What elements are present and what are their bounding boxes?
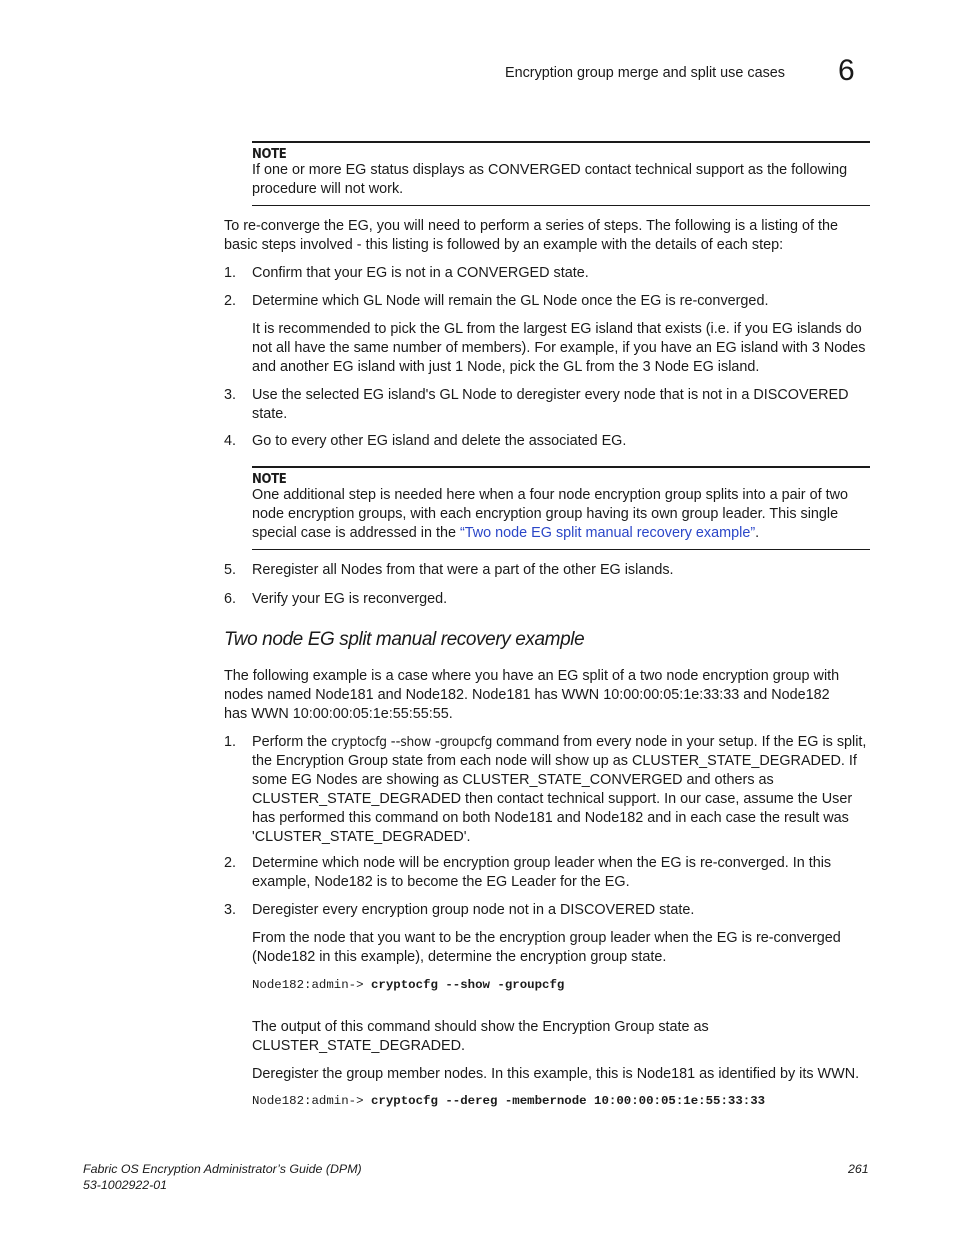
section-intro: The following example is a case where you have an EG split of a two node encryption group with nodes named Node181 and Node182. Node181 has WWN 10:00:00:05:1e:33:33 and Node182 has WWN 10:00:00:05:1e:55:55:55.: [224, 668, 840, 722]
step-detail: It is recommended to pick the GL from the largest EG island that exists (i.e. if you EG islands do not all have the same number of members). For example, if you have an EG island with 3 Nodes and another EG island with just 1 Node, pick the GL from the 3 Node EG island.: [252, 321, 866, 375]
code-prompt: Node182:admin->: [252, 1094, 371, 1108]
cross-reference-link[interactable]: “Two node EG split manual recovery example”: [459, 525, 756, 541]
step-number: 3.: [224, 902, 237, 918]
code-block: [252, 1093, 765, 1109]
note-text-after: .: [755, 525, 760, 541]
step-detail: Deregister the group member nodes. In this example, this is Node181 as identified by its WWN.: [252, 1066, 860, 1082]
note-label: NOTE: [252, 472, 287, 487]
step-detail: The output of this command should show the Encryption Group state as CLUSTER_STATE_DEGRADED.: [252, 1019, 709, 1054]
step-number: 5.: [224, 562, 237, 578]
note-label: NOTE: [252, 147, 287, 162]
code-block: [252, 977, 564, 993]
command-name: cryptocfg: [331, 734, 387, 750]
step-number: 2.: [224, 293, 237, 309]
footer-doc-number: 53-1002922-01: [83, 1178, 168, 1192]
step-text: Verify your EG is reconverged.: [252, 591, 448, 607]
code-prompt: Node182:admin->: [252, 978, 371, 992]
code-command: cryptocfg --show -groupcfg: [370, 978, 565, 992]
command-option: show: [400, 734, 431, 750]
step-number: 3.: [224, 387, 237, 403]
step-text: Deregister every encryption group node not in a DISCOVERED state.: [252, 902, 695, 918]
step-detail: From the node that you want to be the encryption group leader when the EG is re-converged (Node182 in this example), determine the encryption group state.: [252, 930, 841, 965]
note-top-rule: [252, 141, 870, 143]
note-bottom-rule: [252, 549, 870, 550]
step-text-post: command from every node in your setup. If the EG is split, the Encryption Group state from each node will show up as CLUSTER_STATE_DEGRADED. If some EG Nodes are showing as CLUSTER_STATE_CONVERGED and others as CLUSTER_STATE_DEGRADED then contact technical support. In our case, assume the User has performed this command on both Node181 and Node182 and in each case the result was 'CLUSTER_STATE_DEGRADED'.: [252, 734, 867, 845]
page-number: 261: [848, 1162, 869, 1176]
step-text: [252, 733, 870, 847]
running-header-title: Encryption group merge and split use cases: [505, 65, 785, 81]
step-number: 6.: [224, 591, 237, 607]
step-text-pre: Perform the: [252, 734, 332, 750]
command-dash: -: [431, 734, 440, 750]
step-number: 1.: [224, 265, 237, 281]
command-option: groupcfg: [439, 734, 493, 750]
step-text: Reregister all Nodes from that were a part of the other EG islands.: [252, 562, 674, 578]
step-text: Go to every other EG island and delete the associated EG.: [252, 433, 627, 449]
step-text: Determine which node will be encryption group leader when the EG is re-converged. In this example, Node182 is to become the EG Leader for the EG.: [252, 855, 832, 890]
step-text: Use the selected EG island's GL Node to deregister every node that is not in a DISCOVERED state.: [252, 387, 849, 422]
note-top-rule: [252, 466, 870, 468]
note-text-before: One additional step is needed here when a four node encryption group splits into a pair of two node encryption groups, with each encryption group having its own group leader. This single special case is addressed in the: [252, 487, 848, 541]
step-number: 4.: [224, 433, 237, 449]
step-text: Determine which GL Node will remain the GL Node once the EG is re-converged.: [252, 293, 769, 309]
step-text: Confirm that your EG is not in a CONVERGED state.: [252, 265, 589, 281]
command-dash: --: [386, 734, 401, 750]
note-text: [252, 486, 870, 543]
footer-title: Fabric OS Encryption Administrator’s Guide (DPM): [83, 1162, 362, 1176]
step-number: 1.: [224, 734, 237, 750]
step-number: 2.: [224, 855, 237, 871]
intro-paragraph: To re-converge the EG, you will need to perform a series of steps. The following is a listing of the basic steps involved - this listing is followed by an example with the details of each step:: [224, 218, 839, 253]
note-text: If one or more EG status displays as CONVERGED contact technical support as the following procedure will not work.: [252, 162, 848, 197]
note-bottom-rule: [252, 205, 870, 206]
chapter-number: 6: [838, 54, 855, 87]
section-heading: Two node EG split manual recovery example: [224, 629, 585, 650]
code-command: cryptocfg --dereg -membernode 10:00:00:05:1e:55:33:33: [370, 1094, 766, 1108]
